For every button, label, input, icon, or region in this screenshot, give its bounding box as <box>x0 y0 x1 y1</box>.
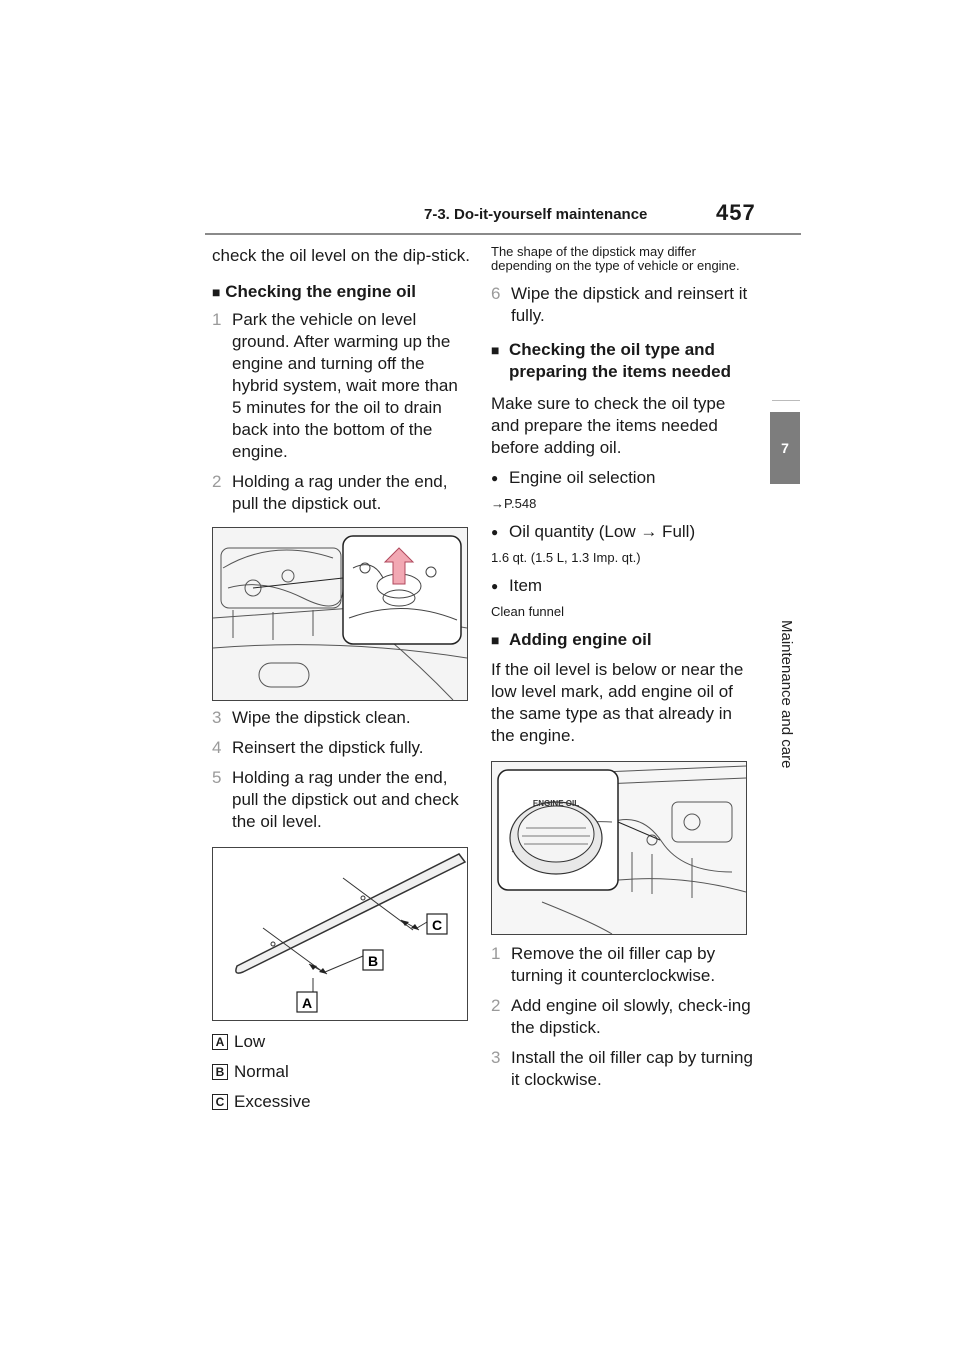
legend-normal: B Normal <box>212 1057 470 1087</box>
step-6: 6 Wipe the dipstick and reinsert it fully. <box>491 284 748 325</box>
item-oil-quantity-detail: 1.6 qt. (1.5 L, 1.3 Imp. qt.) <box>491 550 641 565</box>
filler-step-3: 3 Install the oil filler cap by turning it clockwise. <box>491 1048 753 1089</box>
legend-low: A Low <box>212 1027 470 1057</box>
oil-filler-illustration <box>492 762 746 934</box>
dipstick-illustration <box>213 848 467 1020</box>
engine-oil-cap-text: ENGINE OIL <box>532 799 580 808</box>
right-column <box>491 245 753 1091</box>
item-tools: ● Item <box>491 576 543 595</box>
dipstick-label-b: B <box>367 953 379 969</box>
item-oil-selection-detail: →P.548 <box>491 496 537 511</box>
legend-excessive: C Excessive <box>212 1087 470 1117</box>
oil-type-paragraph: Make sure to check the oil type and prepare the items needed before adding oil. <box>491 394 726 457</box>
dipstick-label-a: A <box>301 995 313 1011</box>
dipstick-note: The shape of the dipstick may differ depending on the type of vehicle or engine. <box>491 244 740 273</box>
heading-oil-type: ■ Checking the oil type and preparing the items needed <box>491 340 731 381</box>
left-column <box>212 245 470 1117</box>
step-3: 3 Wipe the dipstick clean. <box>212 708 411 727</box>
engine-bay-illustration <box>213 528 467 700</box>
header-rule <box>205 233 801 235</box>
tab-rule <box>772 400 800 401</box>
section-title: 7-3. Do-it-yourself maintenance <box>424 206 648 223</box>
dipstick-figure <box>212 847 468 1021</box>
filler-step-1: 1 Remove the oil filler cap by turning it counterclockwise. <box>491 944 716 985</box>
dipstick-label-c: C <box>431 917 443 933</box>
item-tools-detail: Clean funnel <box>491 604 564 619</box>
chapter-tab-number: 7 <box>770 412 800 484</box>
heading-checking-oil: ■ Checking the engine oil <box>212 282 417 301</box>
item-oil-quantity: ● Oil quantity (Low → Full) <box>491 522 696 541</box>
filler-step-2: 2 Add engine oil slowly, check-ing the dipstick. <box>491 996 751 1037</box>
heading-adding-oil: ■ Adding engine oil <box>491 630 652 649</box>
step-5: 5 Holding a rag under the end, pull the dipstick out and check the oil level. <box>212 768 459 831</box>
chapter-tab-title: Maintenance and care <box>778 620 795 769</box>
step-4: 4 Reinsert the dipstick fully. <box>212 738 424 757</box>
page-number: 457 <box>716 200 756 225</box>
oil-filler-figure <box>491 761 747 935</box>
intro-text: check the oil level on the dip-stick. <box>212 246 470 265</box>
step-2: 2 Holding a rag under the end, pull the dipstick out. <box>212 472 448 513</box>
item-oil-selection: ● Engine oil selection <box>491 468 656 487</box>
adding-oil-paragraph: If the oil level is below or near the low level mark, add engine oil of the same type as that already in the engine. <box>491 660 744 745</box>
step-1: 1 Park the vehicle on level ground. After warming up the engine and turning off the hybrid system, wait more than 5 minutes for the oil to drain back into the bottom of the engine. <box>212 310 458 461</box>
engine-bay-figure <box>212 527 468 701</box>
